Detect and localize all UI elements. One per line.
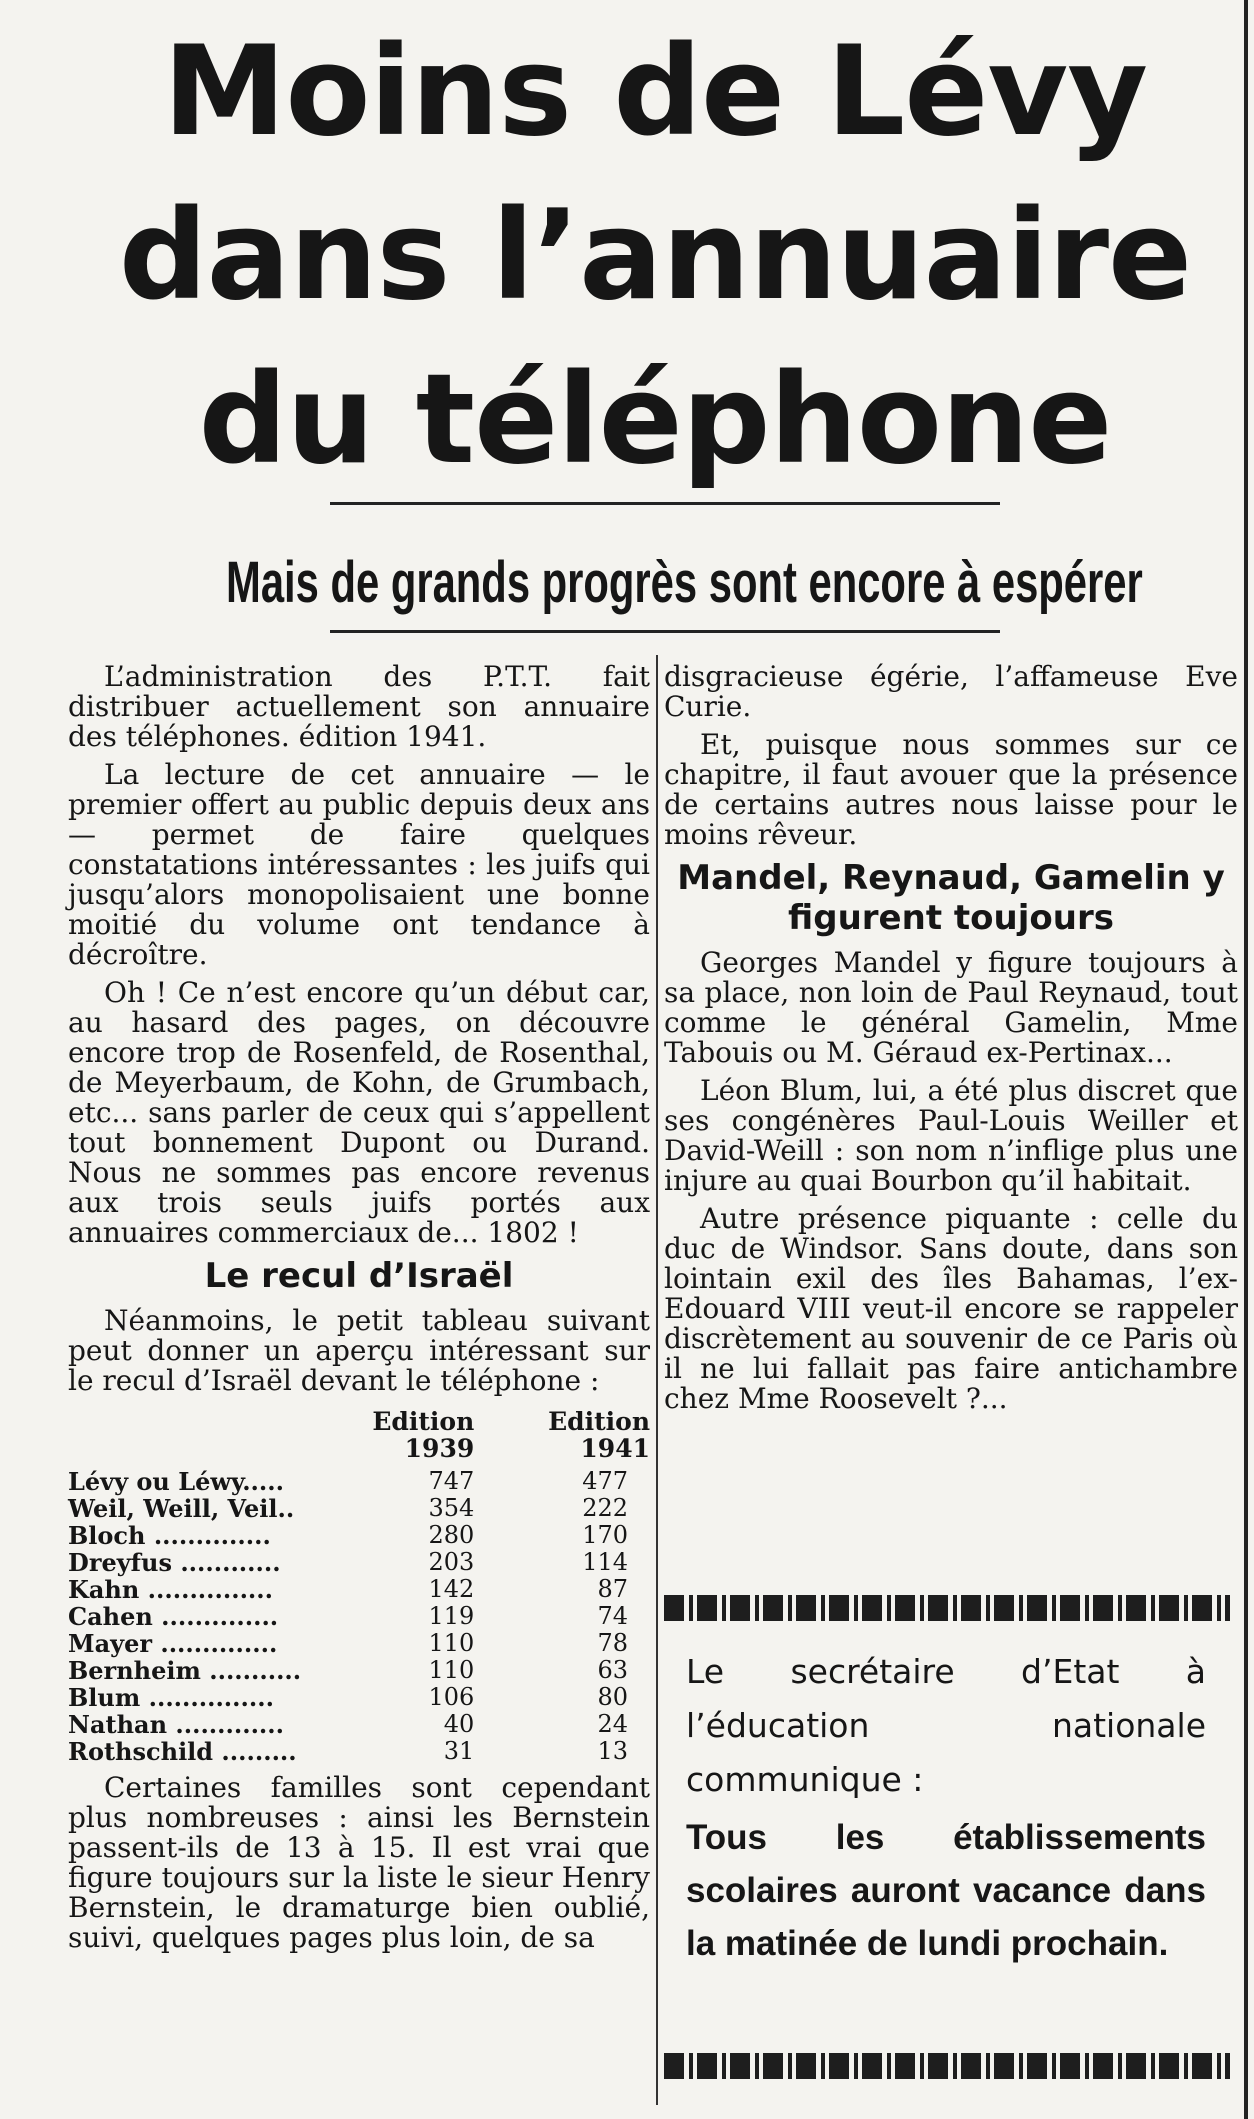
right-paragraph-1: disgracieuse égérie, l’affameuse Eve Curie. <box>664 660 1238 723</box>
left-column <box>68 662 650 1961</box>
left-paragraph-1: L’administration des P.T.T. fait distribuer actuellement son annuaire des téléphones. édition 1941. <box>68 660 650 753</box>
right-intertitle: Mandel, Reynaud, Gamelin y figurent toujours <box>677 858 1225 938</box>
table-cell-1939: 142 <box>428 1575 475 1603</box>
table-cell-1939: 110 <box>428 1629 475 1657</box>
table-row <box>68 1657 650 1684</box>
left-paragraph-5: Certaines familles sont cependant plus nombreuses : ainsi les Bernstein passent-ils de 13 à 15. Il est vrai que figure toujours sur la liste le sieur Henry Bernstein, le dramaturge bien oublié, suivi, quelques pages plus loin, de sa <box>68 1771 650 1954</box>
table-cell-1941: 13 <box>597 1737 628 1765</box>
table-cell-1941: 170 <box>582 1521 628 1549</box>
table-cell-name: Cahen .............. <box>68 1602 279 1631</box>
table-cell-1941: 63 <box>597 1656 628 1684</box>
table-cell-name: Kahn ............... <box>68 1575 273 1604</box>
left-paragraph-4: Néanmoins, le petit tableau suivant peut donner un aperçu intéressant sur le recul d’Israël devant le téléphone : <box>68 1304 650 1397</box>
table-cell-1939: 106 <box>428 1683 475 1711</box>
table-header-1941: Edition 1941 <box>548 1407 650 1463</box>
table-row <box>68 1468 650 1495</box>
table-row <box>68 1495 650 1522</box>
notice-bottom-border <box>664 2053 1230 2079</box>
table-cell-1939: 203 <box>428 1548 475 1576</box>
table-cell-1939: 40 <box>443 1710 475 1738</box>
right-paragraph-4: Léon Blum, lui, a été plus discret que ses congénères Paul-Louis Weiller et David-Weill : son nom n’inflige plus une injure au quai Bourbon qu’il habitait. <box>664 1074 1238 1197</box>
table-row <box>68 1738 650 1765</box>
table-cell-1941: 24 <box>597 1710 628 1738</box>
table-header-spacer <box>68 1404 372 1468</box>
table-cell-1941: 114 <box>582 1548 628 1576</box>
column-divider <box>656 655 658 2105</box>
table-cell-1941: 74 <box>597 1602 628 1630</box>
left-paragraph-3: Oh ! Ce n’est encore qu’un début car, au hasard des pages, on découvre encore trop de Rosenfeld, de Rosenthal, de Meyerbaum, de Kohn, de Grumbach, etc... sans parler de ceux qui s’appellent tout bonnement Dupont ou Durand. Nous ne sommes pas encore revenus aux trois seuls juifs portés aux annuaires commerciaux de... 1802 ! <box>68 976 650 1249</box>
notice-emphasis: Tous les établissements scolaires auront vacance dans la matinée de lundi prochain. <box>686 1818 1206 1963</box>
table-cell-1941: 87 <box>597 1575 628 1603</box>
table-cell-name: Weil, Weill, Veil.. <box>68 1494 295 1523</box>
table-cell-name: Nathan ............. <box>68 1710 284 1739</box>
subheadline: Mais de grands progrès sont encore à espérer <box>226 550 1143 615</box>
table-row <box>68 1522 650 1549</box>
notice-box <box>686 1645 1206 1970</box>
table-row <box>68 1603 650 1630</box>
table-row <box>68 1711 650 1738</box>
table-header-1939: Edition 1939 <box>372 1407 475 1463</box>
headline-line-3: du téléphone <box>198 348 1112 492</box>
table-cell-1941: 78 <box>597 1629 628 1657</box>
table-cell-name: Lévy ou Léwy..... <box>68 1467 284 1496</box>
table-cell-name: Blum ............... <box>68 1683 274 1712</box>
notice-top-border <box>664 1595 1230 1621</box>
table-cell-1939: 747 <box>428 1467 475 1495</box>
name-count-table <box>68 1404 650 1765</box>
right-paragraph-3: Georges Mandel y figure toujours à sa place, non loin de Paul Reynaud, tout comme le général Gamelin, Mme Tabouis ou M. Géraud ex-Pertinax... <box>664 946 1238 1069</box>
right-paragraph-5: Autre présence piquante : celle du duc de Windsor. Sans doute, dans son lointain exil des îles Bahamas, l’ex-Edouard VIII veut-il encore se rappeler discrètement au souvenir de ce Paris où il ne lui fallait pas faire antichambre chez Mme Roosevelt ?... <box>664 1202 1238 1415</box>
table-cell-1939: 354 <box>428 1494 475 1522</box>
left-paragraph-2: La lecture de cet annuaire — le premier offert au public depuis deux ans — permet de faire quelques constatations intéressantes : les juifs qui jusqu’alors monopolisaient une bonne moitié du volume ont tendance à décroître. <box>68 758 650 971</box>
table-cell-name: Rothschild ......... <box>68 1737 297 1766</box>
headline-rule <box>330 502 1000 505</box>
table-cell-name: Dreyfus ............ <box>68 1548 281 1577</box>
table-row <box>68 1684 650 1711</box>
page-edge-rule <box>1244 0 1248 2119</box>
table-cell-1939: 110 <box>428 1656 475 1684</box>
table-body <box>68 1468 650 1765</box>
subheadline-rule <box>330 630 1000 633</box>
table-cell-name: Bloch .............. <box>68 1521 271 1550</box>
notice-intro: Le secrétaire d’Etat à l’éducation nationale communique : <box>686 1652 1206 1799</box>
table-row <box>68 1549 650 1576</box>
table-cell-1941: 477 <box>582 1467 628 1495</box>
table-cell-1939: 119 <box>428 1602 475 1630</box>
right-column <box>664 662 1238 1422</box>
headline <box>60 10 1250 502</box>
table-cell-1941: 222 <box>582 1494 628 1522</box>
table-cell-name: Bernheim ........... <box>68 1656 302 1685</box>
table-cell-name: Mayer .............. <box>68 1629 278 1658</box>
table-cell-1939: 280 <box>428 1521 475 1549</box>
left-intertitle: Le recul d’Israël <box>204 1256 514 1296</box>
table-cell-1939: 31 <box>443 1737 475 1765</box>
right-paragraph-2: Et, puisque nous sommes sur ce chapitre, il faut avouer que la présence de certains autres nous laisse pour le moins rêveur. <box>664 728 1238 851</box>
headline-line-1: Moins de Lévy <box>162 20 1148 164</box>
table-cell-1941: 80 <box>597 1683 628 1711</box>
headline-line-2: dans l’annuaire <box>118 184 1192 328</box>
table-row <box>68 1630 650 1657</box>
table-header-row <box>68 1404 650 1468</box>
table-row <box>68 1576 650 1603</box>
